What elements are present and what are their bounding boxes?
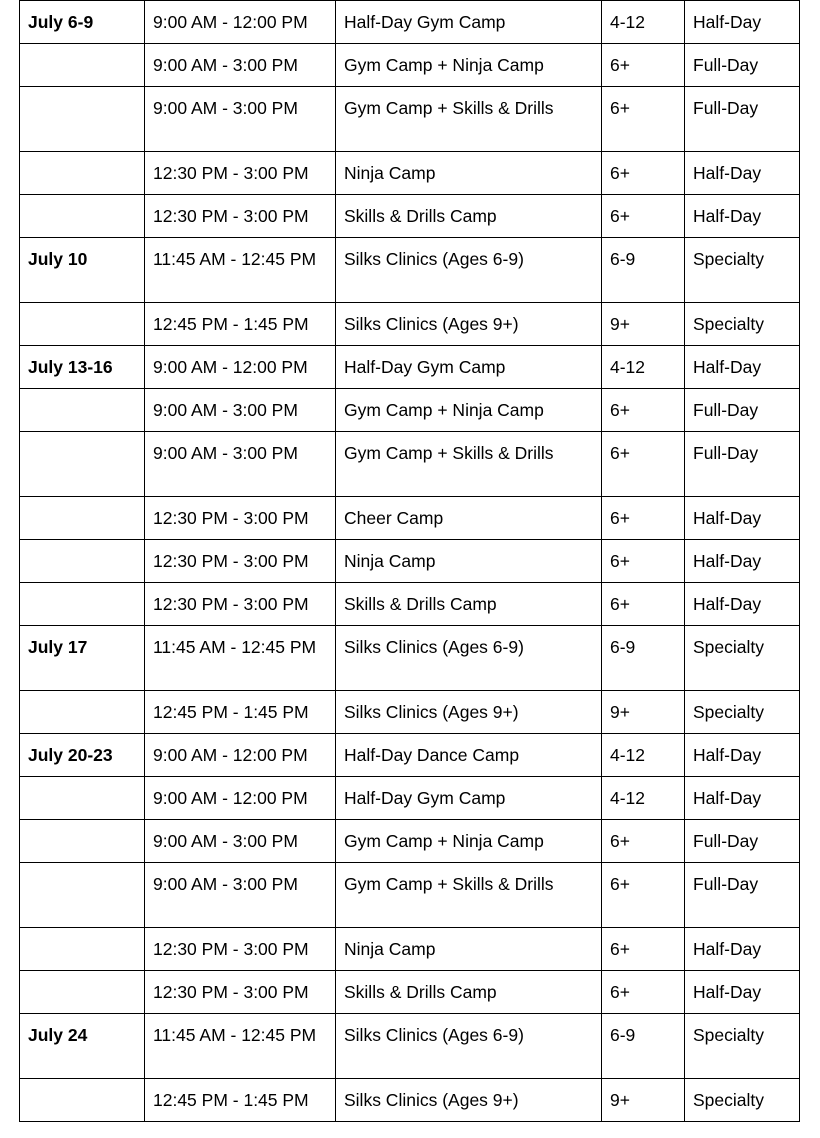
camp-type-cell: Half-Day — [685, 971, 800, 1014]
camp-name-cell: Skills & Drills Camp — [336, 583, 602, 626]
time-cell: 9:00 AM - 12:00 PM — [145, 777, 336, 820]
camp-type-cell: Full-Day — [685, 820, 800, 863]
table-row — [20, 863, 800, 928]
ages-cell: 4-12 — [602, 777, 685, 820]
table-row — [20, 303, 800, 346]
table-row — [20, 389, 800, 432]
date-cell — [20, 195, 145, 238]
date-cell — [20, 691, 145, 734]
time-cell: 11:45 AM - 12:45 PM — [145, 238, 336, 303]
time-cell: 11:45 AM - 12:45 PM — [145, 626, 336, 691]
ages-cell: 6+ — [602, 928, 685, 971]
table-row — [20, 1014, 800, 1079]
ages-cell: 6+ — [602, 195, 685, 238]
table-row — [20, 691, 800, 734]
date-cell — [20, 432, 145, 497]
camp-type-cell: Half-Day — [685, 734, 800, 777]
time-cell: 12:30 PM - 3:00 PM — [145, 497, 336, 540]
ages-cell: 4-12 — [602, 346, 685, 389]
ages-cell: 9+ — [602, 1079, 685, 1122]
ages-cell: 6+ — [602, 497, 685, 540]
time-cell: 9:00 AM - 12:00 PM — [145, 734, 336, 777]
camp-type-cell: Half-Day — [685, 540, 800, 583]
date-cell — [20, 303, 145, 346]
time-cell: 9:00 AM - 3:00 PM — [145, 87, 336, 152]
camp-name-cell: Ninja Camp — [336, 540, 602, 583]
camp-schedule-table — [19, 0, 800, 1122]
date-cell — [20, 928, 145, 971]
ages-cell: 6+ — [602, 583, 685, 626]
table-row — [20, 346, 800, 389]
camp-name-cell: Silks Clinics (Ages 6-9) — [336, 1014, 602, 1079]
ages-cell: 9+ — [602, 691, 685, 734]
ages-cell: 6+ — [602, 87, 685, 152]
camp-name-cell: Silks Clinics (Ages 9+) — [336, 303, 602, 346]
time-cell: 12:45 PM - 1:45 PM — [145, 303, 336, 346]
time-cell: 9:00 AM - 12:00 PM — [145, 346, 336, 389]
camp-type-cell: Half-Day — [685, 346, 800, 389]
camp-name-cell: Cheer Camp — [336, 497, 602, 540]
camp-name-cell: Half-Day Dance Camp — [336, 734, 602, 777]
time-cell: 12:30 PM - 3:00 PM — [145, 540, 336, 583]
table-row — [20, 540, 800, 583]
date-cell — [20, 152, 145, 195]
camp-name-cell: Silks Clinics (Ages 9+) — [336, 691, 602, 734]
ages-cell: 6-9 — [602, 1014, 685, 1079]
time-cell: 9:00 AM - 3:00 PM — [145, 432, 336, 497]
date-cell: July 6-9 — [20, 1, 145, 44]
date-cell: July 13-16 — [20, 346, 145, 389]
camp-name-cell: Gym Camp + Skills & Drills — [336, 87, 602, 152]
camp-type-cell: Full-Day — [685, 432, 800, 497]
date-cell — [20, 583, 145, 626]
camp-type-cell: Specialty — [685, 1079, 800, 1122]
date-cell — [20, 1079, 145, 1122]
camp-type-cell: Half-Day — [685, 777, 800, 820]
camp-type-cell: Full-Day — [685, 87, 800, 152]
table-row — [20, 971, 800, 1014]
ages-cell: 6+ — [602, 971, 685, 1014]
time-cell: 11:45 AM - 12:45 PM — [145, 1014, 336, 1079]
camp-type-cell: Specialty — [685, 1014, 800, 1079]
time-cell: 12:45 PM - 1:45 PM — [145, 691, 336, 734]
camp-name-cell: Silks Clinics (Ages 9+) — [336, 1079, 602, 1122]
camp-type-cell: Full-Day — [685, 389, 800, 432]
date-cell — [20, 87, 145, 152]
camp-type-cell: Full-Day — [685, 44, 800, 87]
ages-cell: 6+ — [602, 863, 685, 928]
camp-type-cell: Specialty — [685, 238, 800, 303]
camp-type-cell: Specialty — [685, 303, 800, 346]
camp-name-cell: Gym Camp + Ninja Camp — [336, 820, 602, 863]
time-cell: 12:30 PM - 3:00 PM — [145, 928, 336, 971]
camp-type-cell: Half-Day — [685, 152, 800, 195]
camp-type-cell: Half-Day — [685, 497, 800, 540]
date-cell: July 20-23 — [20, 734, 145, 777]
table-row — [20, 238, 800, 303]
time-cell: 9:00 AM - 3:00 PM — [145, 44, 336, 87]
ages-cell: 9+ — [602, 303, 685, 346]
time-cell: 12:30 PM - 3:00 PM — [145, 583, 336, 626]
camp-name-cell: Gym Camp + Skills & Drills — [336, 863, 602, 928]
table-row — [20, 820, 800, 863]
table-row — [20, 928, 800, 971]
ages-cell: 6+ — [602, 820, 685, 863]
camp-type-cell: Specialty — [685, 691, 800, 734]
camp-name-cell: Half-Day Gym Camp — [336, 1, 602, 44]
time-cell: 12:30 PM - 3:00 PM — [145, 971, 336, 1014]
table-row — [20, 1079, 800, 1122]
ages-cell: 6+ — [602, 152, 685, 195]
camp-name-cell: Silks Clinics (Ages 6-9) — [336, 626, 602, 691]
ages-cell: 6+ — [602, 540, 685, 583]
table-row — [20, 734, 800, 777]
date-cell — [20, 389, 145, 432]
date-cell — [20, 540, 145, 583]
table-row — [20, 432, 800, 497]
ages-cell: 6+ — [602, 389, 685, 432]
ages-cell: 4-12 — [602, 734, 685, 777]
date-cell — [20, 971, 145, 1014]
camp-name-cell: Ninja Camp — [336, 152, 602, 195]
time-cell: 9:00 AM - 3:00 PM — [145, 389, 336, 432]
schedule-body — [20, 1, 800, 1122]
date-cell: July 10 — [20, 238, 145, 303]
date-cell: July 24 — [20, 1014, 145, 1079]
table-row — [20, 44, 800, 87]
time-cell: 9:00 AM - 3:00 PM — [145, 863, 336, 928]
ages-cell: 6+ — [602, 432, 685, 497]
camp-name-cell: Silks Clinics (Ages 6-9) — [336, 238, 602, 303]
table-row — [20, 152, 800, 195]
camp-type-cell: Specialty — [685, 626, 800, 691]
ages-cell: 6-9 — [602, 626, 685, 691]
ages-cell: 4-12 — [602, 1, 685, 44]
date-cell — [20, 497, 145, 540]
table-row — [20, 497, 800, 540]
table-row — [20, 1, 800, 44]
time-cell: 12:30 PM - 3:00 PM — [145, 152, 336, 195]
camp-type-cell: Half-Day — [685, 583, 800, 626]
camp-name-cell: Gym Camp + Skills & Drills — [336, 432, 602, 497]
ages-cell: 6+ — [602, 44, 685, 87]
time-cell: 9:00 AM - 12:00 PM — [145, 1, 336, 44]
ages-cell: 6-9 — [602, 238, 685, 303]
camp-name-cell: Half-Day Gym Camp — [336, 346, 602, 389]
date-cell: July 17 — [20, 626, 145, 691]
camp-name-cell: Half-Day Gym Camp — [336, 777, 602, 820]
date-cell — [20, 820, 145, 863]
date-cell — [20, 777, 145, 820]
table-row — [20, 583, 800, 626]
camp-type-cell: Half-Day — [685, 1, 800, 44]
camp-name-cell: Ninja Camp — [336, 928, 602, 971]
table-row — [20, 777, 800, 820]
time-cell: 12:30 PM - 3:00 PM — [145, 195, 336, 238]
table-row — [20, 195, 800, 238]
time-cell: 12:45 PM - 1:45 PM — [145, 1079, 336, 1122]
time-cell: 9:00 AM - 3:00 PM — [145, 820, 336, 863]
camp-name-cell: Skills & Drills Camp — [336, 971, 602, 1014]
camp-type-cell: Half-Day — [685, 195, 800, 238]
table-row — [20, 626, 800, 691]
date-cell — [20, 44, 145, 87]
camp-name-cell: Gym Camp + Ninja Camp — [336, 44, 602, 87]
table-row — [20, 87, 800, 152]
camp-name-cell: Skills & Drills Camp — [336, 195, 602, 238]
camp-type-cell: Full-Day — [685, 863, 800, 928]
camp-name-cell: Gym Camp + Ninja Camp — [336, 389, 602, 432]
camp-type-cell: Half-Day — [685, 928, 800, 971]
date-cell — [20, 863, 145, 928]
